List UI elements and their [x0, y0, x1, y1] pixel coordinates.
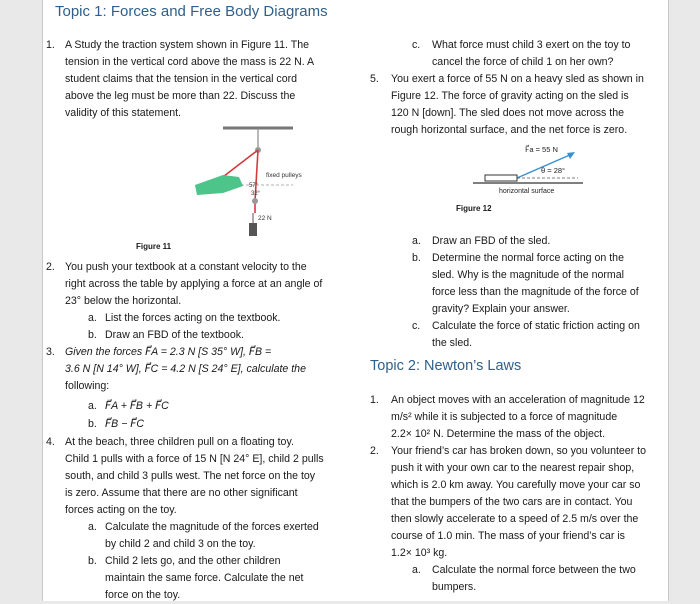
mass-label: 22 N — [258, 215, 272, 222]
sled-icon — [485, 175, 517, 181]
q5-part-letter: a. — [412, 235, 421, 247]
q1-line: validity of this statement. — [65, 107, 181, 119]
q1-line: student claims that the tension in the vertical cord — [65, 73, 298, 85]
topic2-title: Topic 2: Newton’s Laws — [370, 358, 522, 374]
q4-line: south, and child 3 pulls west. The net force on the toy — [65, 470, 316, 482]
q3-line: 3.6 N [N 14° W], F⃗C = 4.2 N [S 24° E], calculate the — [65, 363, 306, 375]
t2-q2a-line: Calculate the normal force between the two — [432, 564, 636, 576]
q4-line: forces acting on the toy. — [65, 504, 177, 516]
figure-11-caption: Figure 11 — [136, 242, 172, 251]
t2-q1-line: An object moves with an acceleration of magnitude 12 — [391, 394, 645, 406]
q4b-line: force on the toy. — [105, 589, 181, 601]
q1-line: A Study the traction system shown in Figure 11. The — [65, 39, 309, 51]
q5-line: Figure 12. The force of gravity acting on the sled is — [391, 90, 629, 102]
angle-57-label: 57° — [249, 183, 259, 189]
figure-12-sled-diagram — [463, 140, 593, 200]
q5-part-letter: c. — [412, 320, 421, 332]
q5c-line: the sled. — [432, 337, 473, 349]
pulleys-label: fixed pulleys — [266, 172, 302, 179]
document-page — [42, 0, 669, 601]
q2-part-text: Draw an FBD of the textbook. — [105, 329, 244, 341]
t2-q2-part-letter: a. — [412, 564, 421, 576]
t2-q2-line: Your friend’s car has broken down, so you volunteer to — [391, 445, 646, 457]
t2-q2-line: which is 2.0 km away. You carefully move your car so — [391, 479, 641, 491]
t2-q1-line: m/s² while it is subjected to a force of magnitude — [391, 411, 618, 423]
topic1-title: Topic 1: Forces and Free Body Diagrams — [55, 3, 328, 20]
bottom-pulley-icon — [252, 198, 258, 204]
q4c-line: cancel the force of child 1 on her own? — [432, 56, 614, 68]
angle-32-label: 32° — [251, 191, 261, 197]
q1-number: 1. — [46, 39, 55, 51]
q5-line: rough horizontal surface, and the net force is zero. — [391, 124, 628, 136]
q2-line: right across the table by applying a force at an angle of — [65, 278, 323, 290]
q5-line: 120 N [down]. The sled does not move across the — [391, 107, 625, 119]
q4a-line: by child 2 and child 3 on the toy. — [105, 538, 256, 550]
t2-q2-line: push it with your own car to the nearest repair shop, — [391, 462, 635, 474]
q1-line: tension in the vertical cord above the mass is 22 N. A — [65, 56, 315, 68]
q4-number: 4. — [46, 436, 55, 448]
q5-line: You exert a force of 55 N on a heavy sled as shown in — [391, 73, 644, 85]
q5-number: 5. — [370, 73, 379, 85]
q2-part-letter: a. — [88, 312, 97, 324]
q5-part-letter: b. — [412, 252, 421, 264]
q5b-line: Determine the normal force acting on the — [432, 252, 624, 264]
q2-number: 2. — [46, 261, 55, 273]
q3-part-letter: b. — [88, 418, 97, 430]
t2-q2-number: 2. — [370, 445, 379, 457]
q2-line: You push your textbook at a constant velocity to the — [65, 261, 307, 273]
q4c-line: What force must child 3 exert on the toy to — [432, 39, 631, 51]
q3-part-letter: a. — [88, 400, 97, 412]
applied-force-label: F⃗a = 55 N — [525, 145, 558, 154]
q3-line: Given the forces F⃗A = 2.3 N [S 35° W], F⃗B = — [65, 346, 272, 358]
hanging-mass-icon — [249, 223, 257, 236]
q4-part-letter: a. — [88, 521, 97, 533]
q5b-line: gravity? Explain your answer. — [432, 303, 570, 315]
t2-q2-line: course of 1.0 min. The mass of your friend’s car is — [391, 530, 625, 542]
t2-q2-line: that the bumpers of the two cars are in contact. You — [391, 496, 633, 508]
q3-part-expression: F⃗A + F⃗B + F⃗C — [105, 400, 169, 412]
q2-line: 23° below the horizontal. — [65, 295, 182, 307]
q5b-line: force less than the magnitude of the force of — [432, 286, 639, 298]
q4b-line: maintain the same force. Calculate the net — [105, 572, 304, 584]
q3-number: 3. — [46, 346, 55, 358]
figure-11-traction-diagram — [193, 123, 323, 241]
t2-q2-line: then slowly accelerate to a speed of 2.5 m/s over the — [391, 513, 639, 525]
surface-label: horizontal surface — [499, 188, 555, 195]
q5b-line: sled. Why is the magnitude of the normal — [432, 269, 624, 281]
q4-part-letter: b. — [88, 555, 97, 567]
q5c-line: Calculate the force of static friction acting on — [432, 320, 640, 332]
t2-q1-line: 2.2× 10² N. Determine the mass of the object. — [391, 428, 606, 440]
figure-12-caption: Figure 12 — [456, 204, 492, 213]
q2-part-letter: b. — [88, 329, 97, 341]
q4-part-letter: c. — [412, 39, 421, 51]
t2-q2a-line: bumpers. — [432, 581, 477, 593]
q4-line: At the beach, three children pull on a floating toy. — [65, 436, 294, 448]
angle-label: θ = 28° — [541, 166, 566, 175]
q4a-line: Calculate the magnitude of the forces exerted — [105, 521, 319, 533]
leg-cast-icon — [195, 175, 243, 195]
q1-line: above the leg must be more than 22. Discuss the — [65, 90, 296, 102]
q2-part-text: List the forces acting on the textbook. — [105, 312, 281, 324]
q3-line: following: — [65, 380, 110, 392]
t2-q1-number: 1. — [370, 394, 379, 406]
t2-q2-line: 1.2× 10³ kg. — [391, 547, 448, 559]
q4-line: Child 1 pulls with a force of 15 N [N 24° E], child 2 pulls — [65, 453, 324, 465]
q4-line: is zero. Assume that there are no other significant — [65, 487, 298, 499]
q4b-line: Child 2 lets go, and the other children — [105, 555, 281, 567]
q5a-line: Draw an FBD of the sled. — [432, 235, 551, 247]
q3-part-expression: F⃗B − F⃗C — [105, 418, 144, 430]
